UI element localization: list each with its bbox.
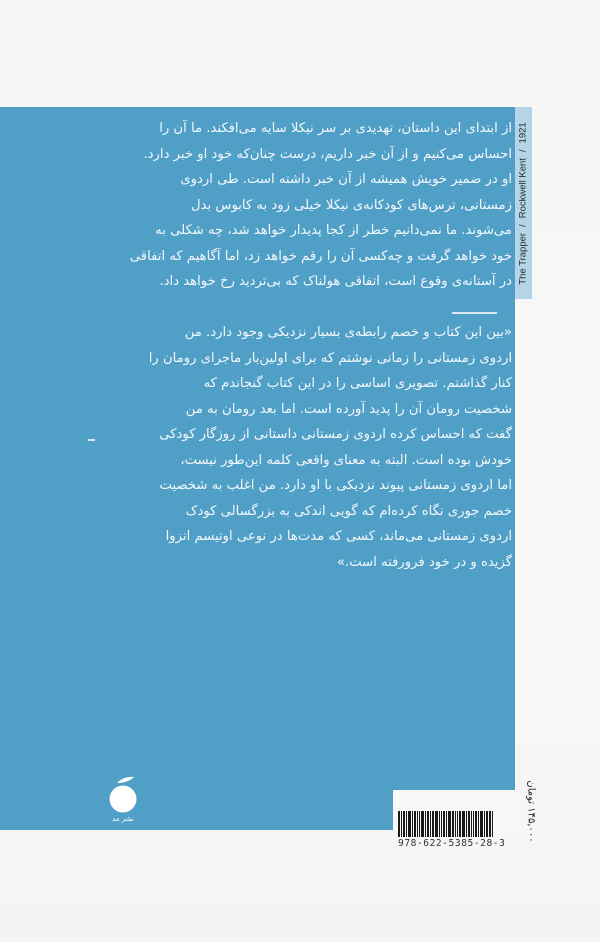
quote-line: گفت که احساس کرده اردوی زمستانی داستانی از روزگار کودکی (159, 427, 512, 442)
margin-dash-mark (88, 439, 95, 441)
quote-line: کنار گذاشتم. تصویری اساسی را در این کتاب گنجاندم که (203, 376, 512, 391)
synopsis-line: می‌شوند. ما نمی‌دانیم خطر از کجا پدیدار خواهد شد، چه شکلی به (155, 223, 512, 238)
synopsis-line: در آستانه‌ی وقوع است، اتفاقی هولناک که بی‌تردید رخ خواهد داد. (159, 274, 512, 289)
synopsis-line: از ابتدای این داستان، تهدیدی بر سر نیکلا سایه می‌افکند. ما آن را (159, 121, 512, 136)
spine-year: 1921 (518, 121, 529, 143)
apple-logo-icon (107, 774, 139, 814)
price-amount: ۱۴۵,۰۰۰ (525, 806, 537, 843)
spine-text (518, 122, 529, 284)
quote-line: «بین این کتاب و خصم رابطه‌ی بسیار نزدیکی وجود دارد. من (184, 325, 512, 340)
author-quote-paragraph (97, 320, 512, 575)
spine-separator: / (518, 223, 529, 227)
section-divider (452, 312, 497, 314)
isbn-number: 978-622-5385-28-3 (398, 838, 506, 849)
spine-strip (515, 107, 532, 299)
quote-line: اردوی زمستانی را زمانی نوشتم که برای اولین‌بار ماجرای رومان را (148, 350, 512, 366)
spine-author: Rockwell Kent (518, 157, 529, 218)
isbn-barcode (398, 811, 514, 837)
synopsis-paragraph (97, 116, 512, 295)
quote-line: خودش بوده است. البته به معنای واقعی کلمه این‌طور نیست، (180, 452, 512, 468)
publisher-name: نشر مد (112, 815, 134, 823)
quote-line: خصم جوری نگاه کرده‌ام که گویی اندکی به بزرگسالی کودک (185, 503, 512, 519)
synopsis-line: احساس می‌کنیم و از آن خبر داریم، درست چنان‌که خود او خبر دارد. (143, 146, 512, 162)
synopsis-line: زمستانی، ترس‌های کودکانه‌ی نیکلا خیلی زود به کابوس بدل (190, 197, 512, 213)
spine-title: The Trapper (518, 232, 529, 285)
price-label (520, 778, 542, 844)
synopsis-line: او در ضمیر خویش همیشه از آن خبر داشته است. طی اردوی (180, 172, 512, 187)
synopsis-line: خود خواهد گرفت و چه‌کسی آن را رقم خواهد زد، اما آگاهیم که اتفاقی (129, 248, 512, 264)
quote-line: گزیده و در خود فرورفته است.» (336, 554, 512, 570)
price-text (526, 780, 537, 842)
spine-separator: / (518, 148, 529, 152)
quote-line: اما اردوی زمستانی پیوند نزدیکی با او دارد. من اغلب به شخصیت (159, 478, 512, 493)
publisher-logo (105, 774, 141, 826)
price-currency: تومان (525, 779, 537, 804)
quote-line: شخصیت رومان آن را پدید آورده است. اما بعد رومان به من (185, 401, 512, 417)
quote-line: اردوی زمستانی می‌ماند، کسی که مدت‌ها در نوعی اوتیسم انزوا (165, 529, 512, 544)
